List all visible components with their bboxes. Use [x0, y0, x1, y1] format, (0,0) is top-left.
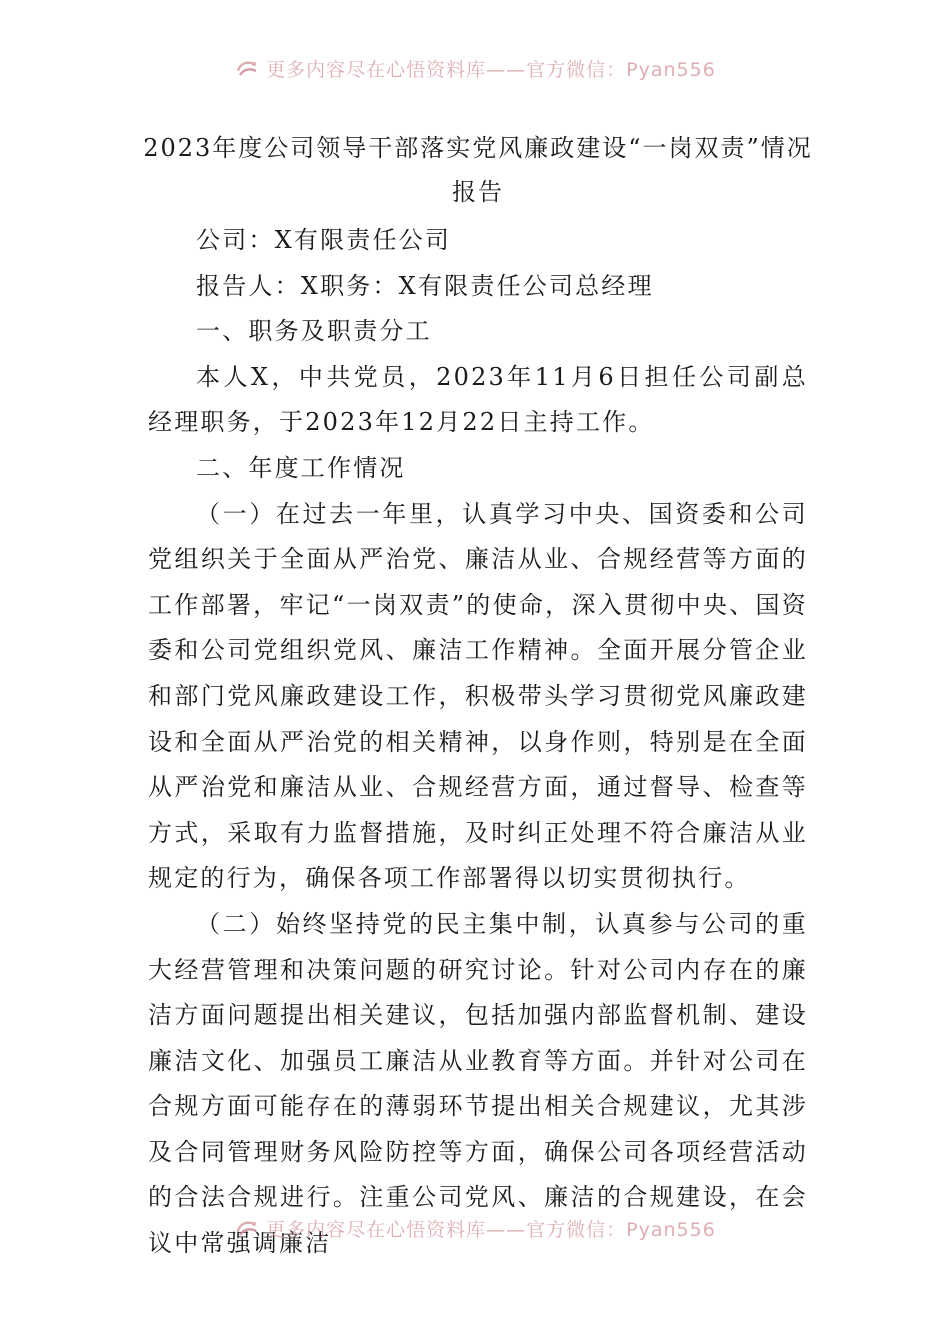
watermark-text: 更多内容尽在心悟资料库——官方微信：Pyan556 [266, 1218, 716, 1241]
document-title: 2023年度公司领导干部落实党风廉政建设“一岗双责”情况报告 [143, 134, 813, 206]
header-watermark [0, 48, 950, 88]
document-body [143, 126, 813, 1267]
annual-work-paragraph-1: （一）在过去一年里，认真学习中央、国资委和公司党组织关于全面从严治党、廉洁从业、合规经营等方面的工作部署，牢记“一岗双责”的使命，深入贯彻中央、国资委和公司党组织党风、廉洁工作精神。全面开展分管企业和部门党风廉政建设工作，积极带头学习贯彻党风廉政建设和全面从严治党的相关精神，以身作则，特别是在全面从严治党和廉洁从业、合规经营方面，通过督导、检查等方式，采取有力监督措施，及时纠正处理不符合廉洁从业规定的行为，确保各项工作部署得以切实贯彻执行。 [148, 499, 808, 893]
section-body-duties: 本人X，中共党员，2023年11月6日担任公司副总经理职务，于2023年12月22日主持工作。 [148, 362, 808, 437]
footer-watermark [0, 1208, 950, 1248]
section-heading-duties: 一、职务及职责分工 [196, 317, 432, 346]
section-heading-annual-work: 二、年度工作情况 [196, 453, 406, 482]
annual-work-paragraph-2: （二）始终坚持党的民主集中制，认真参与公司的重大经营管理和决策问题的研究讨论。针对公司内存在的廉洁方面问题提出相关建议，包括加强内部监督机制、建设廉洁文化、加强员工廉洁从业教育等方面。并针对公司在合规方面可能存在的薄弱环节提出相关合规建议，尤其涉及合同管理财务风险防控等方面，确保公司各项经营活动的合法合规进行。注重公司党风、廉洁的合规建设，在会议中常强调廉洁 [148, 909, 808, 1258]
brand-logo-icon [234, 55, 260, 81]
brand-logo-icon [234, 1215, 260, 1241]
company-line: 公司：X有限责任公司 [196, 226, 452, 254]
reporter-line: 报告人：X职务：X有限责任公司总经理 [196, 271, 654, 300]
watermark-text: 更多内容尽在心悟资料库——官方微信：Pyan556 [266, 58, 716, 81]
